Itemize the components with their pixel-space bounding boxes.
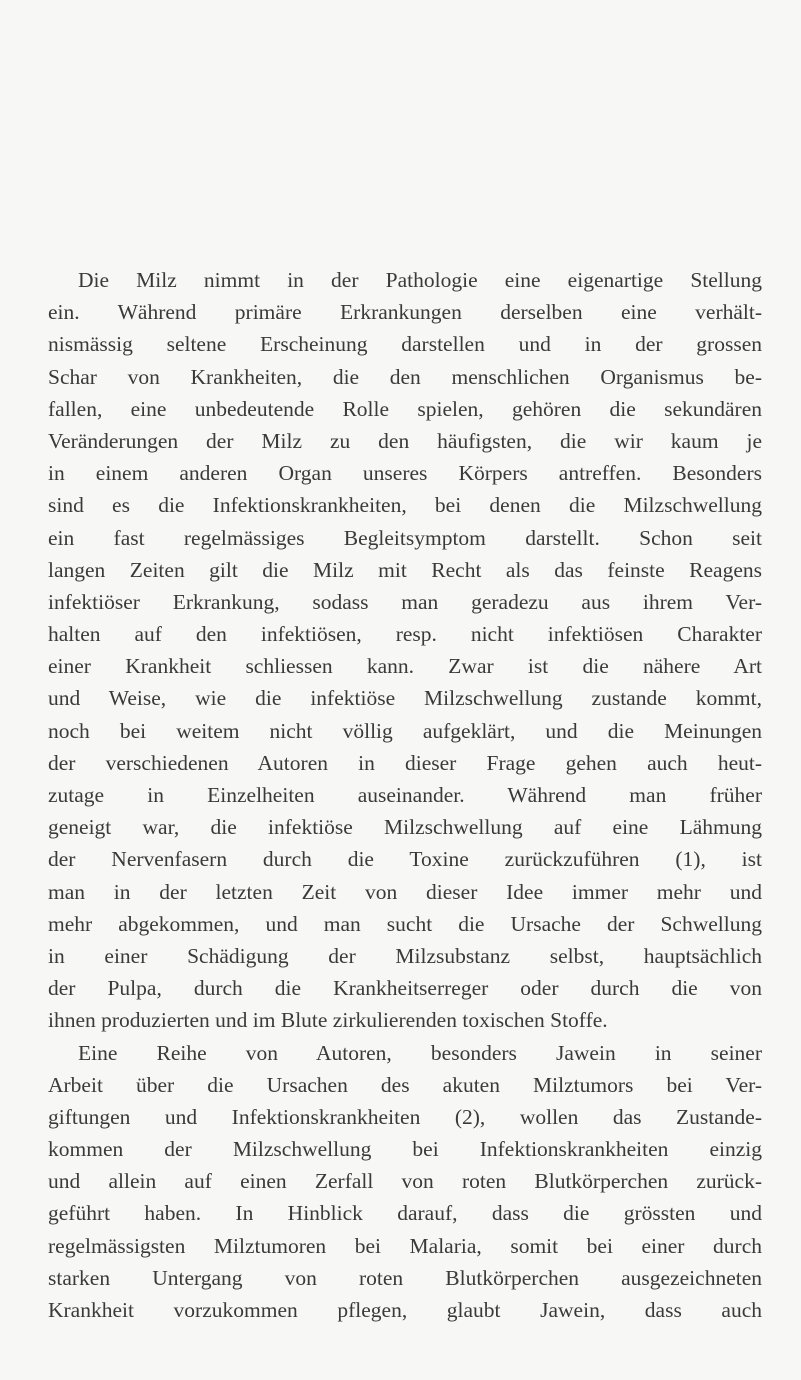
text-line: Arbeit über die Ursachen des akuten Milztumors bei Ver-: [48, 1072, 762, 1097]
text-line: ihnen produzierten und im Blute zirkulierenden toxischen Stoffe.: [48, 1008, 608, 1033]
text-line: starken Untergang von roten Blutkörperchen ausgezeichneten: [48, 1265, 762, 1290]
text-line: infektiöser Erkrankung, sodass man geradezu aus ihrem Ver-: [48, 589, 762, 614]
text-line: in einer Schädigung der Milzsubstanz selbst, hauptsächlich: [48, 943, 762, 968]
text-line: der Pulpa, durch die Krankheitserreger oder durch die von: [48, 976, 762, 1001]
text-line: fallen, eine unbedeutende Rolle spielen, gehören die sekundären: [48, 396, 762, 421]
text-line: langen Zeiten gilt die Milz mit Recht als das feinste Reagens: [48, 557, 762, 582]
text-line: und allein auf einen Zerfall von roten Blutkörperchen zurück-: [48, 1169, 762, 1194]
text-line: geführt haben. In Hinblick darauf, dass die grössten und: [48, 1201, 762, 1226]
text-line: einer Krankheit schliessen kann. Zwar ist die nähere Art: [48, 654, 762, 679]
text-line: Schar von Krankheiten, die den menschlichen Organismus be-: [48, 364, 762, 389]
text-line: Die Milz nimmt in der Pathologie eine eigenartige Stellung: [78, 268, 762, 292]
text-line: Veränderungen der Milz zu den häufigsten, die wir kaum je: [48, 428, 762, 453]
text-line: zutage in Einzelheiten auseinander. Während man früher: [48, 783, 762, 807]
text-line: halten auf den infektiösen, resp. nicht infektiösen Charakter: [48, 622, 762, 647]
text-line: kommen der Milzschwellung bei Infektionskrankheiten einzig: [48, 1137, 762, 1162]
text-line: ein fast regelmässiges Begleitsymptom darstellt. Schon seit: [48, 525, 762, 550]
text-line: noch bei weitem nicht völlig aufgeklärt, und die Meinungen: [48, 718, 762, 743]
text-line: ein. Während primäre Erkrankungen derselben eine verhält-: [48, 300, 762, 325]
text-line: Krankheit vorzukommen pflegen, glaubt Jawein, dass auch: [48, 1298, 762, 1322]
text-line: der Nervenfasern durch die Toxine zurückzuführen (1), ist: [48, 847, 762, 872]
text-line: giftungen und Infektionskrankheiten (2), wollen das Zustande-: [48, 1104, 762, 1129]
text-line: regelmässigsten Milztumoren bei Malaria, somit bei einer durch: [48, 1233, 762, 1258]
text-line: nismässig seltene Erscheinung darstellen und in der grossen: [48, 332, 762, 357]
text-line: mehr abgekommen, und man sucht die Ursache der Schwellung: [48, 911, 762, 936]
text-line: in einem anderen Organ unseres Körpers antreffen. Besonders: [48, 461, 762, 486]
body-text: [48, 264, 762, 1326]
text-line: sind es die Infektionskrankheiten, bei denen die Milzschwellung: [48, 493, 762, 518]
text-line: geneigt war, die infektiöse Milzschwellung auf eine Lähmung: [48, 815, 762, 840]
text-line: Eine Reihe von Autoren, besonders Jawein in seiner: [78, 1040, 762, 1065]
text-line: der verschiedenen Autoren in dieser Frage gehen auch heut-: [48, 750, 762, 775]
text-line: man in der letzten Zeit von dieser Idee immer mehr und: [48, 879, 762, 904]
text-line: und Weise, wie die infektiöse Milzschwellung zustande kommt,: [48, 686, 762, 711]
